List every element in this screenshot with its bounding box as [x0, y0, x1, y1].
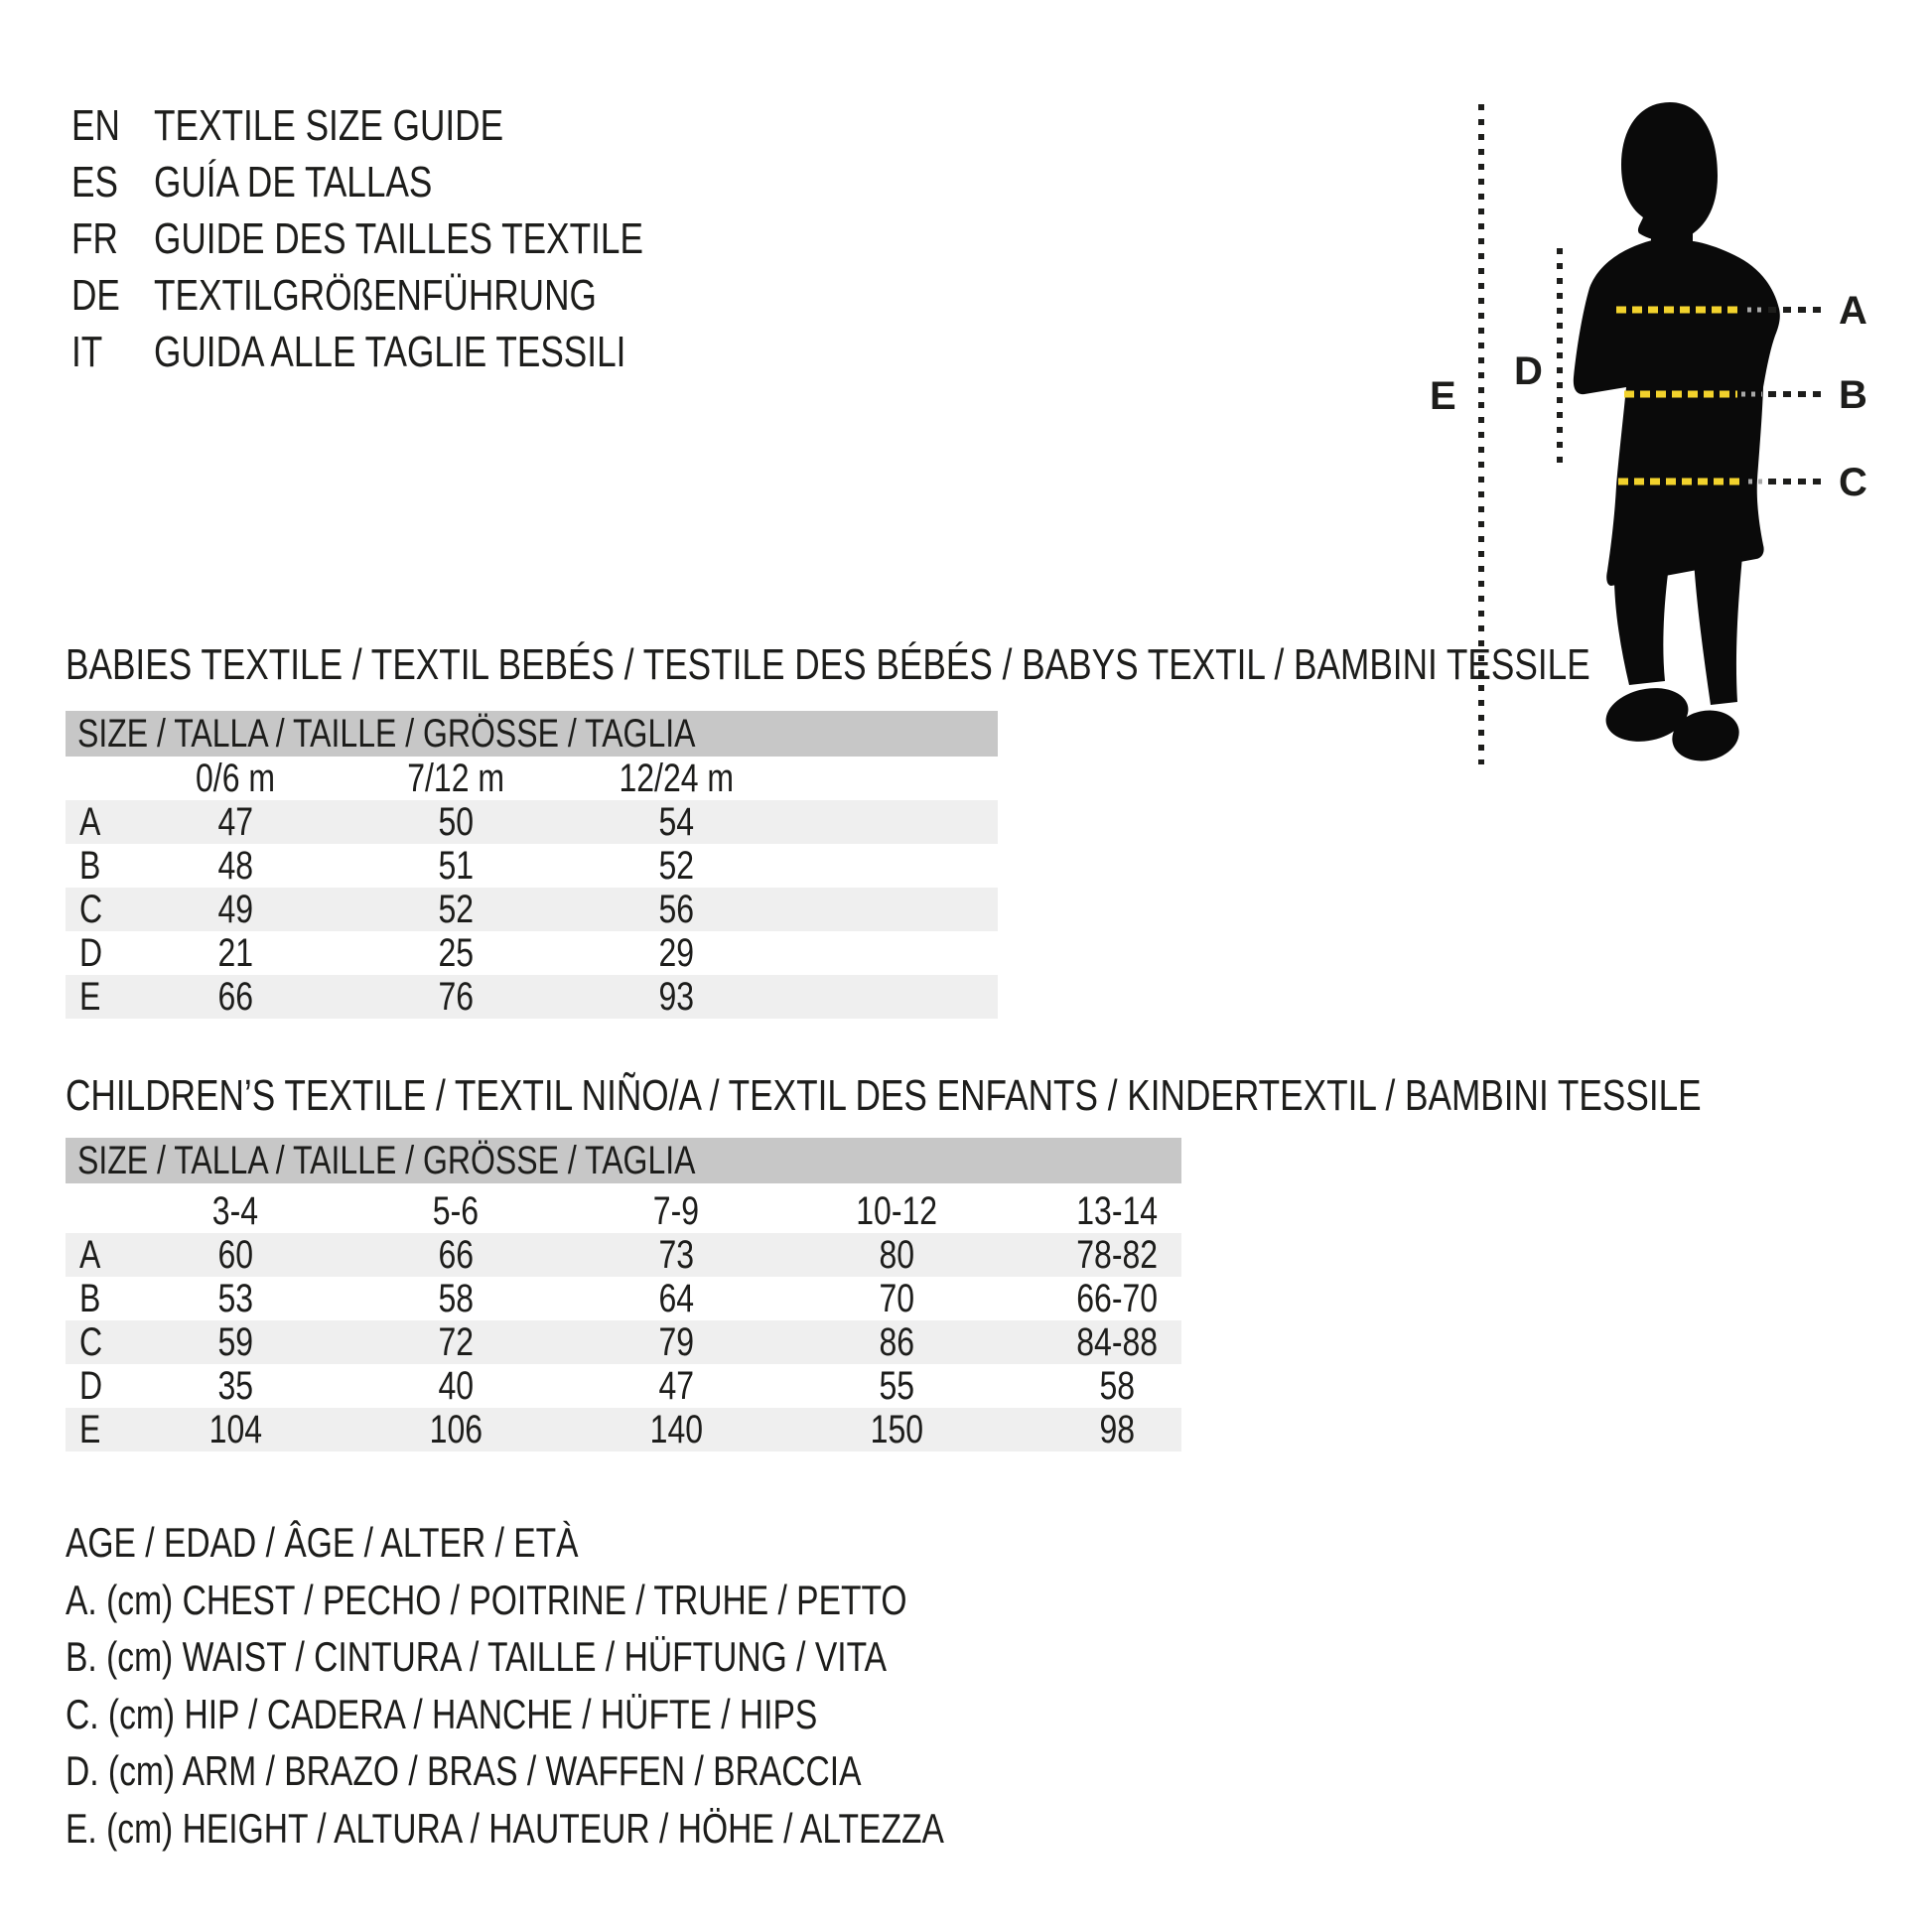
cell-value-text: 58	[1099, 1364, 1135, 1408]
language-row	[71, 214, 965, 263]
row-label	[79, 975, 106, 1019]
cell-value-text: 79	[658, 1320, 694, 1364]
cell-value-text: 59	[217, 1320, 253, 1364]
language-title	[154, 158, 502, 207]
table-row	[66, 1364, 1181, 1408]
cell-value-text: 64	[658, 1277, 694, 1320]
language-code-text: DE	[71, 271, 120, 320]
cell-value-text: 78-82	[1076, 1233, 1158, 1277]
language-row	[71, 158, 965, 207]
language-title-text: GUIDE DES TAILLES TEXTILE	[154, 214, 643, 263]
row-label	[79, 1320, 108, 1364]
column-header-text: 7-9	[652, 1189, 700, 1233]
cell-value-text: 76	[438, 975, 474, 1019]
cell-value-text: 54	[658, 800, 694, 844]
cell-value	[786, 1408, 1007, 1451]
cell-value-text: 106	[429, 1408, 483, 1451]
cell-value-text: 140	[649, 1408, 703, 1451]
cell-value-text: 98	[1099, 1408, 1135, 1451]
language-code	[71, 328, 110, 376]
children-size-header-text: SIZE / TALLA / TAILLE / GRÖSSE / TAGLIA	[77, 1139, 696, 1182]
table-row	[66, 1320, 1181, 1364]
language-code-text: ES	[71, 158, 118, 207]
row-label	[79, 1364, 108, 1408]
hip-label: C	[1839, 461, 1867, 504]
row-label-text: D	[79, 1364, 103, 1408]
cell-value	[345, 844, 566, 888]
cell-value	[566, 1320, 786, 1364]
cell-value-text: 47	[658, 1364, 694, 1408]
column-header	[1007, 1189, 1227, 1233]
language-code	[71, 214, 130, 263]
cell-value	[786, 1277, 1007, 1320]
column-header	[125, 1189, 345, 1233]
table-row	[66, 975, 998, 1019]
cell-value-text: 21	[217, 931, 253, 975]
cell-value	[125, 888, 345, 931]
cell-value-text: 60	[217, 1233, 253, 1277]
cell-value-text: 51	[438, 844, 474, 888]
language-code-text: EN	[71, 101, 120, 150]
column-header	[345, 1189, 566, 1233]
column-header-text: 5-6	[432, 1189, 480, 1233]
silhouette-torso	[1574, 240, 1780, 586]
language-title	[154, 214, 765, 263]
row-label	[79, 1277, 106, 1320]
language-title-text: GUIDA ALLE TAGLIE TESSILI	[154, 328, 626, 376]
legend-line-text: B. (cm) WAIST / CINTURA / TAILLE / HÜFTUNG / VITA	[66, 1633, 888, 1680]
cell-value	[125, 1408, 345, 1451]
cell-value	[345, 931, 566, 975]
cell-value	[566, 1408, 786, 1451]
height-label: E	[1430, 374, 1456, 418]
row-label-text: B	[79, 844, 101, 888]
table-column-header-row	[66, 1189, 1181, 1233]
cell-value	[566, 800, 786, 844]
babies-section-title	[66, 640, 1932, 689]
cell-value-text: 40	[438, 1364, 474, 1408]
cell-value-text: 93	[658, 975, 694, 1019]
cell-value	[1007, 1408, 1227, 1451]
cell-value	[345, 1364, 566, 1408]
cell-value	[125, 1364, 345, 1408]
cell-value	[345, 975, 566, 1019]
column-header	[125, 757, 345, 800]
table-row	[66, 1277, 1181, 1320]
cell-value-text: 29	[658, 931, 694, 975]
waist-label: B	[1839, 373, 1867, 417]
language-title	[154, 101, 591, 150]
cell-value	[345, 1320, 566, 1364]
table-row	[66, 800, 998, 844]
cell-value	[1007, 1277, 1227, 1320]
table-column-header-row	[66, 757, 998, 800]
table-row	[66, 1408, 1181, 1451]
column-header-text: 12/24 m	[619, 757, 734, 800]
cell-value-text: 72	[438, 1320, 474, 1364]
language-code-text: FR	[71, 214, 118, 263]
cell-value	[125, 800, 345, 844]
cell-value-text: 50	[438, 800, 474, 844]
language-title	[154, 271, 707, 320]
row-label-text: A	[79, 1233, 101, 1277]
cell-value	[345, 888, 566, 931]
cell-value	[566, 1277, 786, 1320]
children-size-table	[66, 1189, 1181, 1451]
language-title	[154, 328, 744, 376]
arm-label: D	[1514, 349, 1543, 393]
table-row	[66, 844, 998, 888]
cell-value-text: 58	[438, 1277, 474, 1320]
cell-value	[786, 1364, 1007, 1408]
legend-line	[66, 1690, 1006, 1737]
row-label-text: C	[79, 888, 103, 931]
cell-value-text: 53	[217, 1277, 253, 1320]
cell-value-text: 25	[438, 931, 474, 975]
table-row	[66, 1233, 1181, 1277]
cell-value-text: 48	[217, 844, 253, 888]
legend-line	[66, 1749, 1060, 1793]
cell-value	[125, 844, 345, 888]
row-label-text: B	[79, 1277, 101, 1320]
row-label	[79, 931, 108, 975]
legend-line	[66, 1576, 1117, 1623]
cell-value-text: 150	[870, 1408, 923, 1451]
row-label	[79, 1233, 106, 1277]
cell-value-text: 73	[658, 1233, 694, 1277]
cell-value	[566, 1233, 786, 1277]
language-row	[71, 328, 965, 376]
column-header-text: 13-14	[1076, 1189, 1158, 1233]
children-section-title	[66, 1071, 1932, 1120]
cell-value-text: 56	[658, 888, 694, 931]
cell-value-text: 52	[658, 844, 694, 888]
language-code	[71, 271, 132, 320]
cell-value	[345, 800, 566, 844]
legend-line-text: C. (cm) HIP / CADERA / HANCHE / HÜFTE / HIPS	[66, 1690, 818, 1737]
cell-value	[125, 1320, 345, 1364]
row-label-text: E	[79, 975, 101, 1019]
cell-value-text: 52	[438, 888, 474, 931]
row-label-text: C	[79, 1320, 103, 1364]
cell-value	[566, 844, 786, 888]
column-header-text: 10-12	[856, 1189, 937, 1233]
cell-value	[1007, 1364, 1227, 1408]
children-section-title-text: CHILDREN’S TEXTILE / TEXTIL NIÑO/A / TEXTIL DES ENFANTS / KINDERTEXTIL / BAMBINI TESSILE	[66, 1071, 1702, 1120]
cell-value	[1007, 1320, 1227, 1364]
legend-line-text: D. (cm) ARM / BRAZO / BRAS / WAFFEN / BRACCIA	[66, 1747, 862, 1794]
babies-size-table	[66, 757, 998, 1019]
language-row	[71, 101, 965, 150]
column-header	[566, 1189, 786, 1233]
language-title-text: TEXTILE SIZE GUIDE	[154, 101, 504, 150]
cell-value	[125, 931, 345, 975]
children-size-header-bar	[66, 1138, 1181, 1183]
language-code	[71, 101, 132, 150]
legend-line-text: AGE / EDAD / ÂGE / ALTER / ETÀ	[66, 1519, 579, 1566]
language-code	[71, 158, 130, 207]
chest-label: A	[1839, 289, 1867, 333]
babies-section-title-text: BABIES TEXTILE / TEXTIL BEBÉS / TESTILE DES BÉBÉS / BABYS TEXTIL / BAMBINI TESSILE	[66, 640, 1590, 689]
cell-value-text: 55	[879, 1364, 914, 1408]
cell-value-text: 104	[208, 1408, 262, 1451]
cell-value	[786, 1233, 1007, 1277]
column-header	[786, 1189, 1007, 1233]
cell-value-text: 66	[217, 975, 253, 1019]
legend-line-text: E. (cm) HEIGHT / ALTURA / HAUTEUR / HÖHE / ALTEZZA	[66, 1804, 944, 1852]
cell-value	[125, 1277, 345, 1320]
cell-value-text: 35	[217, 1364, 253, 1408]
cell-value	[125, 975, 345, 1019]
table-row	[66, 888, 998, 931]
cell-value	[345, 1233, 566, 1277]
cell-value-text: 49	[217, 888, 253, 931]
cell-value	[566, 931, 786, 975]
legend-line	[66, 1635, 1092, 1679]
row-label-text: A	[79, 800, 101, 844]
babies-size-header-bar	[66, 711, 998, 757]
cell-value-text: 66	[438, 1233, 474, 1277]
row-label-text: E	[79, 1408, 101, 1451]
cell-value-text: 84-88	[1076, 1320, 1158, 1364]
table-row	[66, 931, 998, 975]
language-title-text: TEXTILGRÖßENFÜHRUNG	[154, 271, 597, 320]
cell-value	[786, 1320, 1007, 1364]
row-label	[79, 844, 106, 888]
cell-value	[1007, 1233, 1227, 1277]
row-label	[79, 888, 108, 931]
column-header	[345, 757, 566, 800]
legend-line-text: A. (cm) CHEST / PECHO / POITRINE / TRUHE / PETTO	[66, 1576, 907, 1623]
column-header-text: 0/6 m	[195, 757, 276, 800]
cell-value-text: 70	[879, 1277, 914, 1320]
cell-value	[345, 1277, 566, 1320]
row-label-text: D	[79, 931, 103, 975]
row-label	[79, 1408, 106, 1451]
cell-value	[345, 1408, 566, 1451]
cell-value	[566, 1364, 786, 1408]
cell-value-text: 86	[879, 1320, 914, 1364]
language-title-text: GUÍA DE TALLAS	[154, 158, 433, 207]
cell-value-text: 80	[879, 1233, 914, 1277]
cell-value	[566, 888, 786, 931]
row-label	[79, 800, 106, 844]
cell-value-text: 66-70	[1076, 1277, 1158, 1320]
cell-value-text: 47	[217, 800, 253, 844]
legend-line	[66, 1804, 1164, 1852]
column-header-text: 3-4	[211, 1189, 259, 1233]
cell-value	[125, 1233, 345, 1277]
column-header	[566, 757, 786, 800]
legend-line	[66, 1521, 707, 1565]
babies-size-header-text: SIZE / TALLA / TAILLE / GRÖSSE / TAGLIA	[77, 712, 696, 756]
language-row	[71, 271, 965, 320]
column-header-text: 7/12 m	[407, 757, 504, 800]
language-code-text: IT	[71, 328, 103, 376]
cell-value	[566, 975, 786, 1019]
